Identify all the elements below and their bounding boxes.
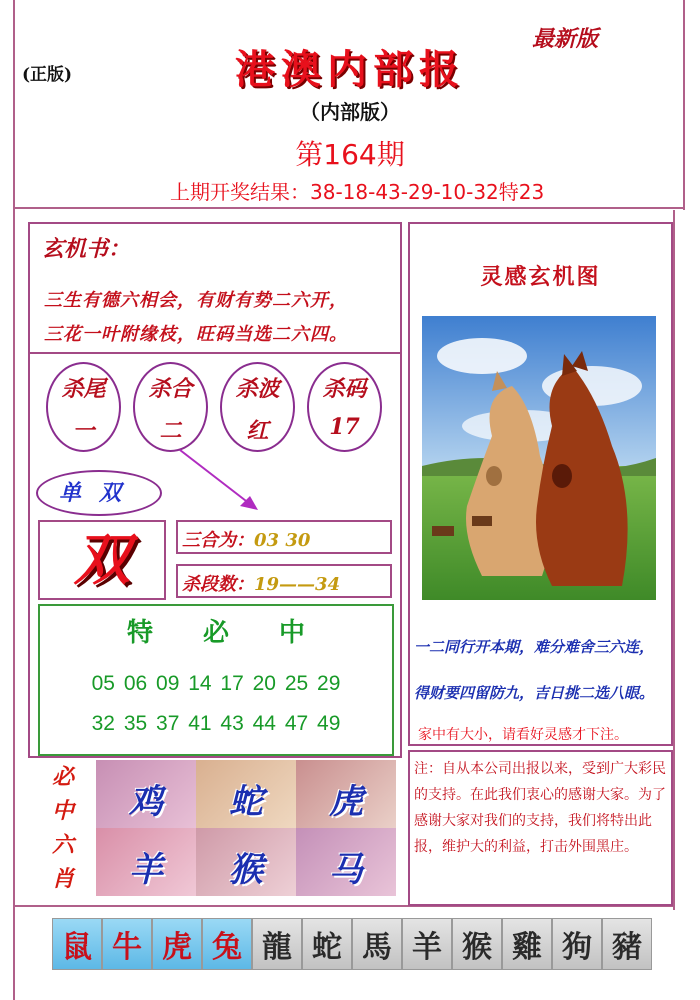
zodiac-tile: 馬: [352, 918, 402, 970]
indicator-oval: [307, 362, 382, 452]
xuanji-title: 玄机书：: [42, 236, 131, 262]
indicator-label: 杀尾: [61, 376, 106, 402]
special-number: 14: [188, 672, 212, 695]
zodiac-cell: [196, 828, 296, 896]
special-number: 43: [220, 712, 244, 735]
zodiac-cell: [296, 828, 396, 896]
sanhe-row: [182, 526, 310, 552]
zodiac-tile: 鼠: [52, 918, 102, 970]
six-xiao-label: 必中六肖: [51, 764, 74, 892]
big-char: 双: [74, 527, 130, 593]
special-number: 35: [123, 712, 148, 735]
special-number: 09: [156, 672, 180, 695]
zodiac-tile: 羊: [402, 918, 452, 970]
special-numbers-row-1: [38, 672, 394, 696]
header-divider: [13, 207, 685, 209]
zodiac-animal: 虎: [329, 782, 363, 822]
six-xiao-grid: [96, 760, 396, 896]
sanhe-value: 03 30: [254, 530, 311, 551]
zodiac-bar: [52, 918, 652, 970]
zodiac-tile: 豬: [602, 918, 652, 970]
indicator-label: 杀波: [235, 376, 280, 402]
image-title: 灵感玄机图: [480, 264, 601, 290]
special-number: 32: [91, 712, 115, 735]
indicator-label: 杀合: [148, 376, 193, 402]
zodiac-animal: 马: [329, 850, 363, 890]
zodiac-tile: 蛇: [302, 918, 352, 970]
riddle-line-1: 一二同行开本期，难分难舍三六连，: [414, 638, 655, 656]
special-number: 47: [284, 712, 309, 735]
indicator-value: 一: [72, 418, 95, 444]
zodiac-animal: 蛇: [229, 782, 263, 822]
zodiac-cell: [96, 828, 196, 896]
riddle-line-2: 得财要四留防九，吉日挑二选八眼。: [414, 684, 655, 702]
horse-image: [422, 316, 656, 600]
indicator-value: 二: [159, 418, 182, 444]
zodiac-tile: 兔: [202, 918, 252, 970]
horse-picture-icon: [422, 316, 656, 600]
zodiac-cell: [196, 760, 296, 828]
special-title: 特必中: [126, 618, 355, 648]
shaduan-row: [182, 570, 340, 596]
indicator-oval: [133, 362, 208, 452]
indicator-value: 红: [246, 418, 269, 444]
special-number: 49: [317, 712, 341, 735]
special-number: 37: [156, 712, 180, 735]
special-number: 20: [252, 672, 276, 695]
special-numbers-row-2: [38, 712, 394, 736]
indicator-oval: [46, 362, 121, 452]
page-title: 港澳内部报: [235, 46, 465, 93]
zodiac-tile: 牛: [102, 918, 152, 970]
zodiac-animal: 羊: [129, 850, 163, 890]
sanhe-label: 三合为：: [182, 530, 254, 551]
last-draw-result: 上期开奖结果：38-18-43-29-10-32特23: [170, 180, 545, 204]
special-number: 06: [123, 672, 148, 695]
special-number: 25: [284, 672, 309, 695]
zodiac-tile: 狗: [552, 918, 602, 970]
zodiac-tile: 龍: [252, 918, 302, 970]
zodiac-cell: [96, 760, 196, 828]
zodiac-cell: [296, 760, 396, 828]
zodiac-animal: 鸡: [129, 782, 163, 822]
notice-text: 注：自从本公司出报以来，受到广大彩民的支持。在此我们衷心的感谢大家。为了感谢大家对我们的支持，我们将特出此报，维护大的利益，打击外围黑庄。: [414, 761, 666, 855]
zodiac-tile: 猴: [452, 918, 502, 970]
page-subtitle: （内部版）: [300, 100, 400, 124]
edition-right-label: 最新版: [532, 26, 599, 52]
zodiac-tile: 虎: [152, 918, 202, 970]
indicator-oval: [220, 362, 295, 452]
xuanji-line-1: 三生有德六相会，有财有势二六开，: [44, 290, 348, 311]
xuanji-line-2: 三花一叶附缘枝，旺码当选二六四。: [44, 324, 348, 345]
shaduan-label: 杀段数：: [182, 574, 254, 595]
pointer-arrow-icon: [170, 440, 270, 520]
special-number: 17: [220, 672, 244, 695]
special-number: 41: [188, 712, 212, 735]
indicator-label: 杀码: [322, 376, 367, 402]
dan-shuang-oval: 单双: [36, 470, 162, 516]
edition-left-label: (正版): [22, 65, 73, 85]
frame-right-line-lower: [673, 210, 675, 910]
zodiac-animal: 猴: [229, 850, 263, 890]
hint-text: 家中有大小，请看好灵感才下注。: [418, 727, 628, 743]
special-number: 29: [317, 672, 341, 695]
special-number: 44: [252, 712, 276, 735]
zodiac-tile: 雞: [502, 918, 552, 970]
shaduan-value: 19——34: [254, 574, 341, 595]
xuanji-divider: [30, 352, 400, 354]
special-number: 05: [91, 672, 115, 695]
issue-number: 第164期: [295, 138, 405, 171]
indicator-value: 17: [329, 414, 360, 440]
